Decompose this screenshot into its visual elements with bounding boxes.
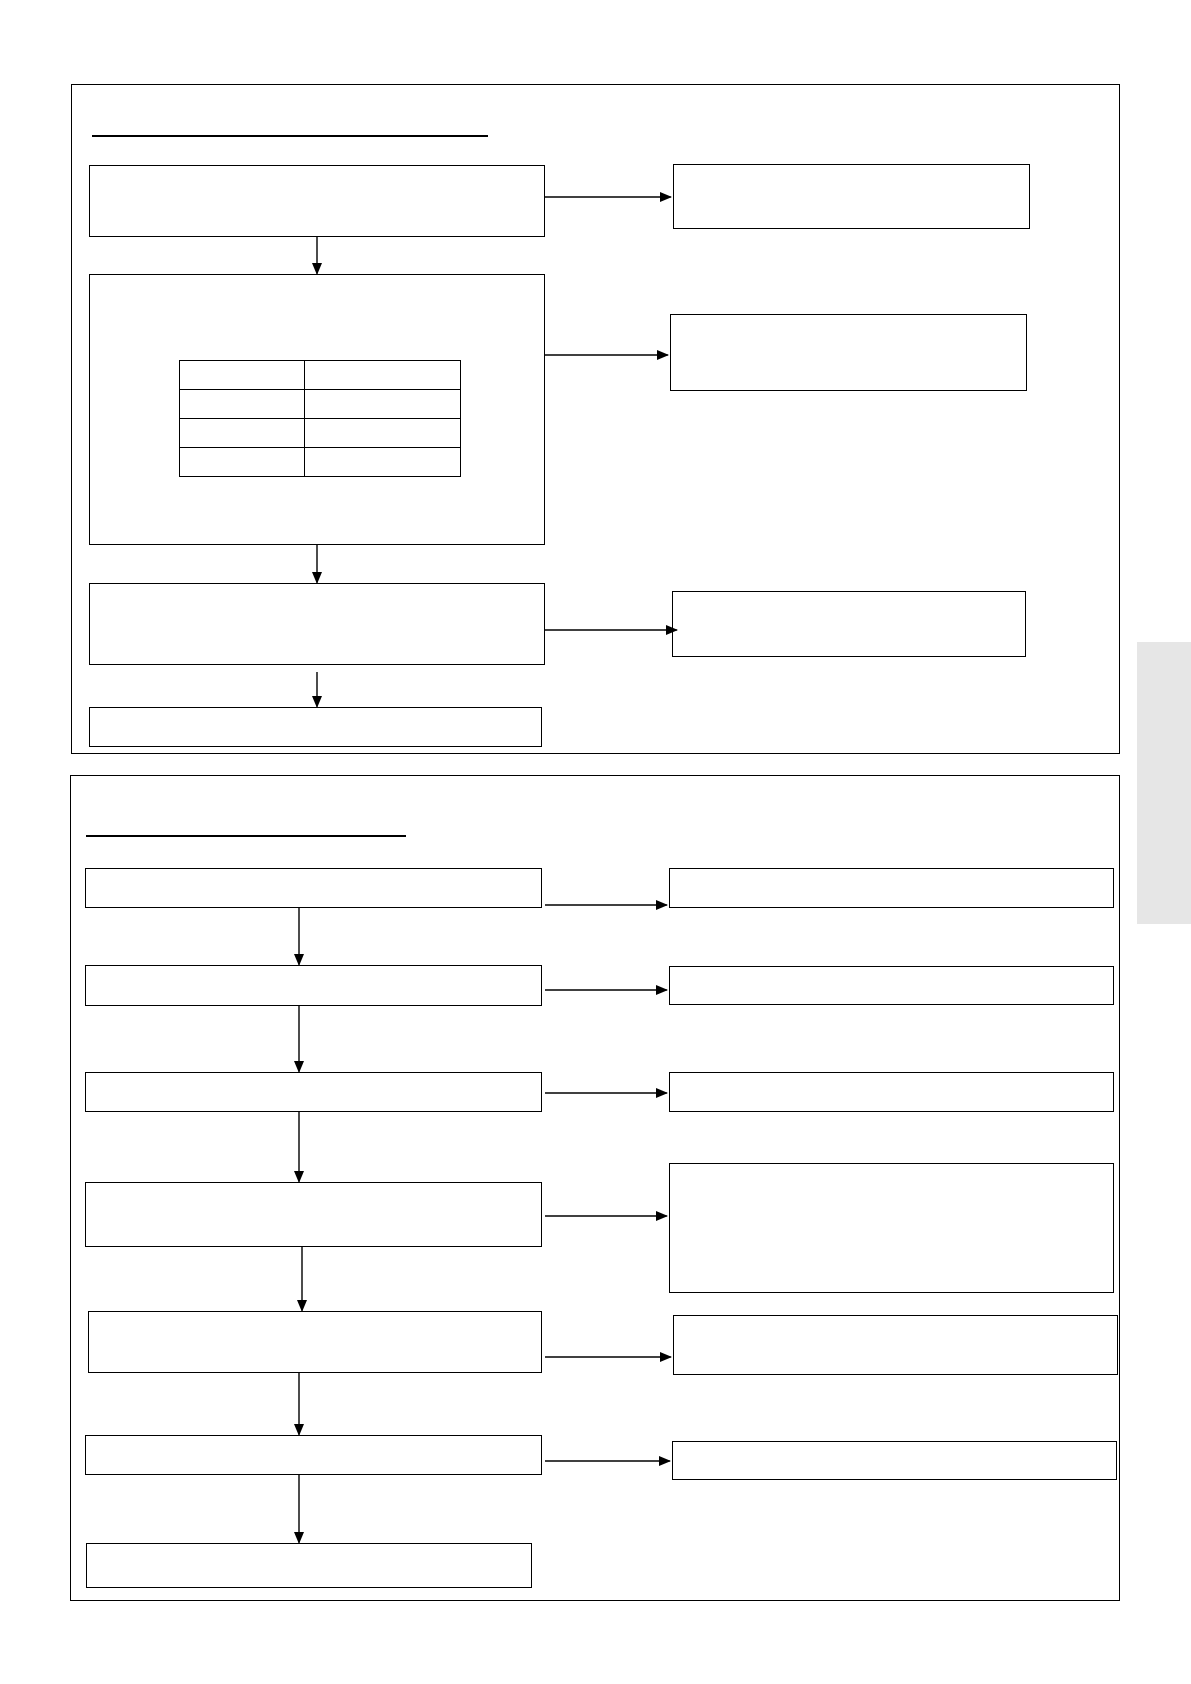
panel-2-note-4 xyxy=(669,1163,1114,1293)
table-cell xyxy=(305,448,461,477)
panel-2-note-3 xyxy=(669,1072,1114,1112)
panel-2-step-6 xyxy=(85,1435,542,1475)
table-cell xyxy=(180,419,305,448)
panel-1-note-2 xyxy=(670,314,1027,391)
panel-1-heading-underline xyxy=(92,135,488,137)
table-row xyxy=(180,419,461,448)
panel-1-note-3 xyxy=(672,591,1026,657)
panel-1-step-4 xyxy=(89,707,542,747)
panel-2-note-5 xyxy=(673,1315,1118,1375)
table-cell xyxy=(180,390,305,419)
panel-2-step-7 xyxy=(86,1543,532,1588)
table-cell xyxy=(180,361,305,390)
panel-2-note-6 xyxy=(672,1441,1117,1480)
table-cell xyxy=(180,448,305,477)
panel-2-step-2 xyxy=(85,965,542,1006)
panel-2-note-1 xyxy=(669,868,1114,908)
panel-2-heading-underline xyxy=(86,835,406,837)
table-cell xyxy=(305,390,461,419)
table-cell xyxy=(305,419,461,448)
table-cell xyxy=(305,361,461,390)
panel-2-step-5 xyxy=(88,1311,542,1373)
panel-2-step-1 xyxy=(85,868,542,908)
panel-2-step-3 xyxy=(85,1072,542,1112)
table-row xyxy=(180,361,461,390)
panel-1-step-3 xyxy=(89,583,545,665)
table-row xyxy=(180,448,461,477)
panel-1-spec-table xyxy=(179,360,461,477)
page-edge-tab xyxy=(1137,642,1191,924)
panel-2-note-2 xyxy=(669,966,1114,1005)
panel-1-note-1 xyxy=(673,164,1030,229)
panel-2-step-4 xyxy=(85,1182,542,1247)
panel-1-step-1 xyxy=(89,165,545,237)
table-row xyxy=(180,390,461,419)
